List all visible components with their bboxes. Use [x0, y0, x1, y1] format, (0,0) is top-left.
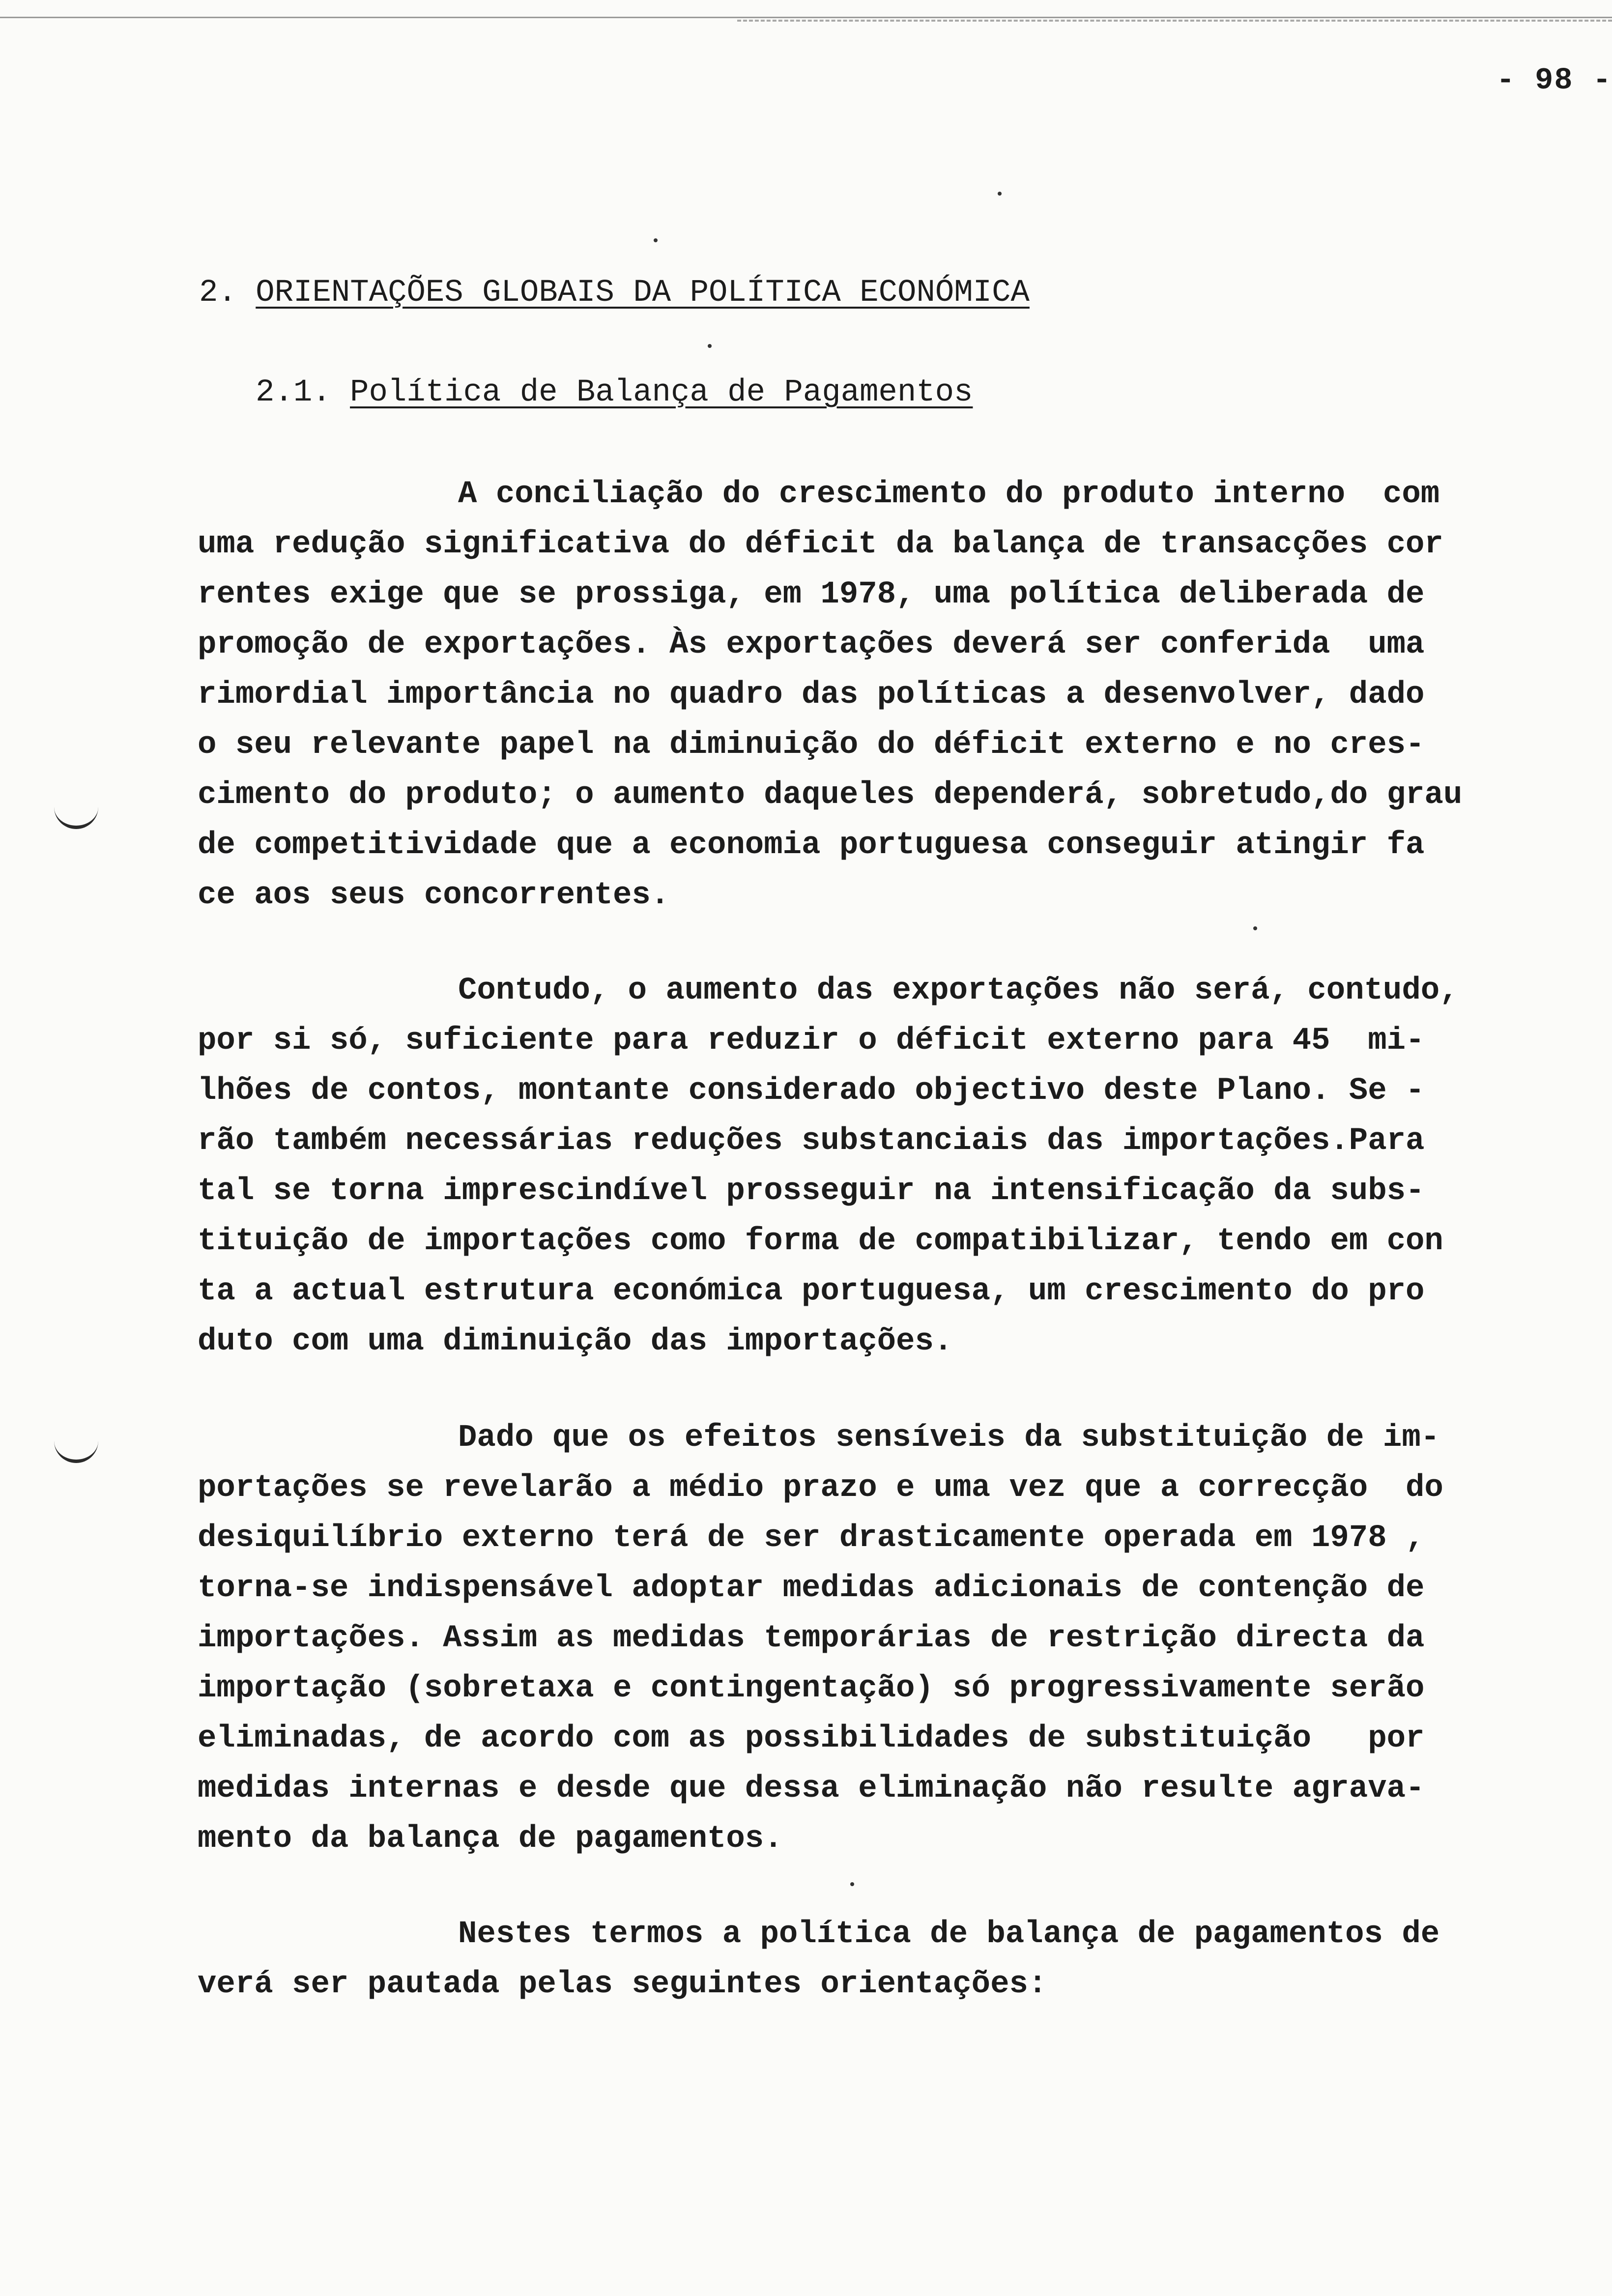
- paragraph-1: [198, 469, 1525, 920]
- paragraph-4: [198, 1909, 1525, 2009]
- paragraph-line: promoção de exportações. Às exportações deverá ser conferida uma: [198, 627, 1425, 662]
- paragraph-line: o seu relevante papel na diminuição do déficit externo e no cres-: [198, 727, 1425, 763]
- paragraph-line: A conciliação do crescimento do produto interno com: [458, 477, 1440, 512]
- paragraph-line: tituição de importações como forma de compatibilizar, tendo em con: [198, 1224, 1443, 1259]
- scan-speck: [654, 238, 658, 242]
- scan-speck: [998, 192, 1002, 196]
- paragraph-line: portações se revelarão a médio prazo e uma vez que a correcção do: [198, 1470, 1443, 1506]
- section-heading: [199, 275, 1030, 311]
- paragraph-line: rão também necessárias reduções substanciais das importações.Para: [198, 1123, 1425, 1159]
- paragraph-3: [198, 1413, 1525, 1864]
- paragraph-line: Nestes termos a política de balança de pagamentos de: [458, 1917, 1440, 1952]
- scan-edge-noise: [737, 20, 1612, 25]
- paragraph-line: uma redução significativa do déficit da balança de transacções cor: [198, 527, 1443, 562]
- paragraph-line: por si só, suficiente para reduzir o déficit externo para 45 mi-: [198, 1023, 1425, 1059]
- paragraph-line: verá ser pautada pelas seguintes orientações:: [198, 1967, 1047, 2002]
- paragraph-line: medidas internas e desde que dessa eliminação não resulte agrava-: [198, 1771, 1425, 1807]
- margin-mark: [54, 1440, 98, 1463]
- page-number: - 98 -: [1496, 63, 1612, 98]
- paragraph-line: mento da balança de pagamentos.: [198, 1821, 783, 1857]
- section-title: ORIENTAÇÕES GLOBAIS DA POLÍTICA ECONÓMICA: [256, 275, 1030, 311]
- scan-speck: [708, 344, 712, 348]
- paragraph-line: lhões de contos, montante considerado objectivo deste Plano. Se -: [198, 1073, 1425, 1109]
- paragraph-line: Dado que os efeitos sensíveis da substituição de im-: [458, 1420, 1440, 1456]
- paragraph-line: importações. Assim as medidas temporárias de restrição directa da: [198, 1621, 1425, 1656]
- paragraph-line: torna-se indispensável adoptar medidas adicionais de contenção de: [198, 1571, 1425, 1606]
- paragraph-line: eliminadas, de acordo com as possibilidades de substituição por: [198, 1721, 1425, 1756]
- subsection-title: Política de Balança de Pagamentos: [350, 375, 973, 410]
- paragraph-line: importação (sobretaxa e contingentação) só progressivamente serão: [198, 1671, 1425, 1706]
- subsection-heading: [256, 375, 973, 410]
- paragraph-line: rimordial importância no quadro das políticas a desenvolver, dado: [198, 677, 1425, 713]
- paragraph-line: cimento do produto; o aumento daqueles dependerá, sobretudo,do grau: [198, 777, 1463, 813]
- paragraph-line: Contudo, o aumento das exportações não será, contudo,: [458, 973, 1459, 1008]
- subsection-number: 2.1.: [256, 375, 331, 410]
- paragraph-line: ce aos seus concorrentes.: [198, 878, 670, 913]
- paragraph-line: desiquilíbrio externo terá de ser drasticamente operada em 1978 ,: [198, 1521, 1425, 1556]
- scan-speck: [1253, 926, 1257, 930]
- paragraph-line: duto com uma diminuição das importações.: [198, 1324, 953, 1359]
- paragraph-2: [198, 966, 1525, 1367]
- paragraph-line: rentes exige que se prossiga, em 1978, uma política deliberada de: [198, 577, 1425, 612]
- margin-mark: [54, 806, 98, 829]
- paragraph-line: tal se torna imprescindível prosseguir na intensificação da subs-: [198, 1174, 1425, 1209]
- scan-speck: [850, 1882, 854, 1886]
- paragraph-line: ta a actual estrutura económica portuguesa, um crescimento do pro: [198, 1274, 1425, 1309]
- paragraph-line: de competitividade que a economia portuguesa conseguir atingir fa: [198, 828, 1425, 863]
- section-number: 2.: [199, 275, 237, 311]
